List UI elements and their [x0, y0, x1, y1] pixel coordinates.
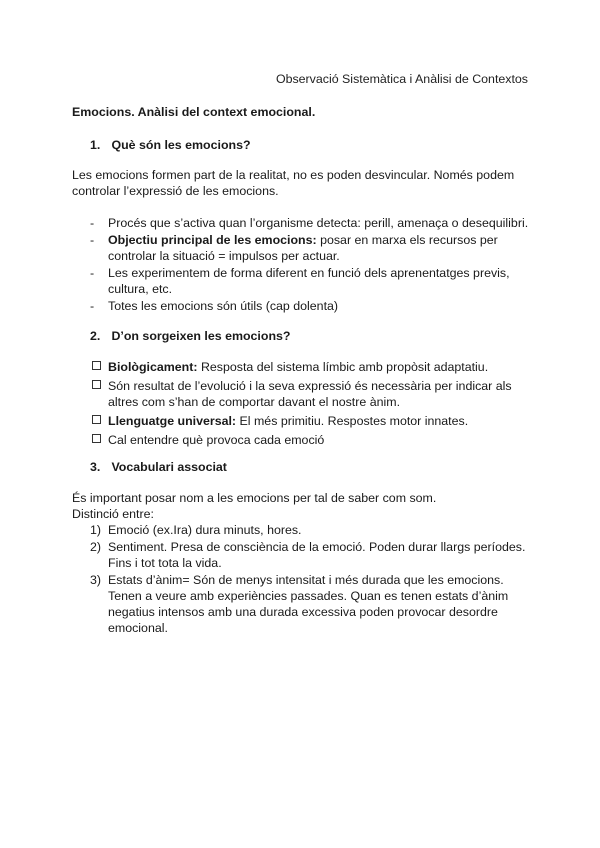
section-3-title: Vocabulari associat [111, 460, 227, 474]
dash-bullet: - [90, 266, 95, 280]
section-1-number: 1. [90, 138, 101, 152]
section-2-checklist [92, 359, 532, 451]
numbered-item-text: Estats d’ànim= Són de menys intensitat i més durada que les emocions. Tenen a veure amb experiències passades. Quan es tenen estats d’ànim negatius intensos amb una durada excessiva poden provocar desordre emocional. [108, 573, 509, 635]
list-item [90, 215, 530, 231]
list-item [90, 298, 530, 314]
section-2-heading [90, 328, 290, 344]
list-item-text: Les experimentem de forma diferent en funció dels aprenentatges previs, cultura, etc. [108, 266, 510, 296]
section-3-intro-text: És important posar nom a les emocions per tal de saber com som. [72, 491, 437, 505]
section-3-distinction: Distinció entre: [72, 507, 154, 521]
checklist-item [92, 359, 532, 375]
checklist-item-text: Són resultat de l’evolució i la seva expressió és necessària per indicar als altres com s’han de comportar davant el nostre ànim. [108, 379, 512, 409]
list-item-bold: Objectiu principal de les emocions: [108, 233, 317, 247]
numbered-item [90, 572, 530, 636]
list-item [90, 232, 530, 264]
section-1-list [90, 215, 530, 315]
checklist-item-text: Resposta del sistema límbic amb propòsit adaptatiu. [197, 360, 489, 374]
list-item-text: posar en marxa els recursos per controlar la situació = impulsos per actuar. [108, 233, 498, 263]
dash-bullet: - [90, 233, 95, 247]
checklist-item-text: Cal entendre què provoca cada emoció [108, 433, 325, 447]
section-1-intro-text: Les emocions formen part de la realitat, no es poden desvincular. Només podem controlar l’expressió de les emocions. [72, 168, 515, 198]
course-header: Observació Sistemàtica i Anàlisi de Contextos [275, 72, 528, 86]
section-2-number: 2. [90, 329, 101, 343]
section-1-title: Què són les emocions? [111, 138, 251, 152]
section-3-numbered-list [90, 522, 530, 637]
checkbox[interactable] [92, 361, 101, 370]
checklist-item-bold: Biològicament: [108, 360, 198, 374]
section-2-title: D’on sorgeixen les emocions? [111, 329, 291, 343]
section-3-number: 3. [90, 460, 101, 474]
section-1-heading [90, 137, 251, 153]
checklist-item [92, 413, 532, 429]
numbered-item [90, 539, 530, 571]
numbered-item-text: Emoció (ex.Ira) dura minuts, hores. [108, 523, 302, 537]
numbered-item-text: Sentiment. Presa de consciència de la emoció. Poden durar llargs períodes. Fins i tot tota la vida. [108, 540, 526, 570]
item-number: 1) [90, 523, 102, 537]
list-item [90, 265, 530, 297]
checklist-item-text: El més primitiu. Respostes motor innates. [236, 414, 469, 428]
section-3-intro [72, 490, 532, 522]
item-number: 3) [90, 573, 102, 587]
list-item-text: Totes les emocions són útils (cap dolenta) [108, 299, 339, 313]
section-1-intro [72, 167, 532, 199]
item-number: 2) [90, 540, 102, 554]
checklist-item-bold: Llenguatge universal: [108, 414, 237, 428]
checklist-item [92, 432, 532, 448]
dash-bullet: - [90, 216, 95, 230]
document-title: Emocions. Anàlisi del context emocional. [72, 105, 316, 119]
dash-bullet: - [90, 299, 95, 313]
checklist-item [92, 378, 532, 410]
checkbox[interactable] [92, 415, 101, 424]
section-3-heading [90, 459, 227, 475]
checkbox[interactable] [92, 380, 101, 389]
numbered-item [90, 522, 530, 538]
list-item-text: Procés que s’activa quan l’organisme detecta: perill, amenaça o desequilibri. [108, 216, 529, 230]
checkbox[interactable] [92, 434, 101, 443]
